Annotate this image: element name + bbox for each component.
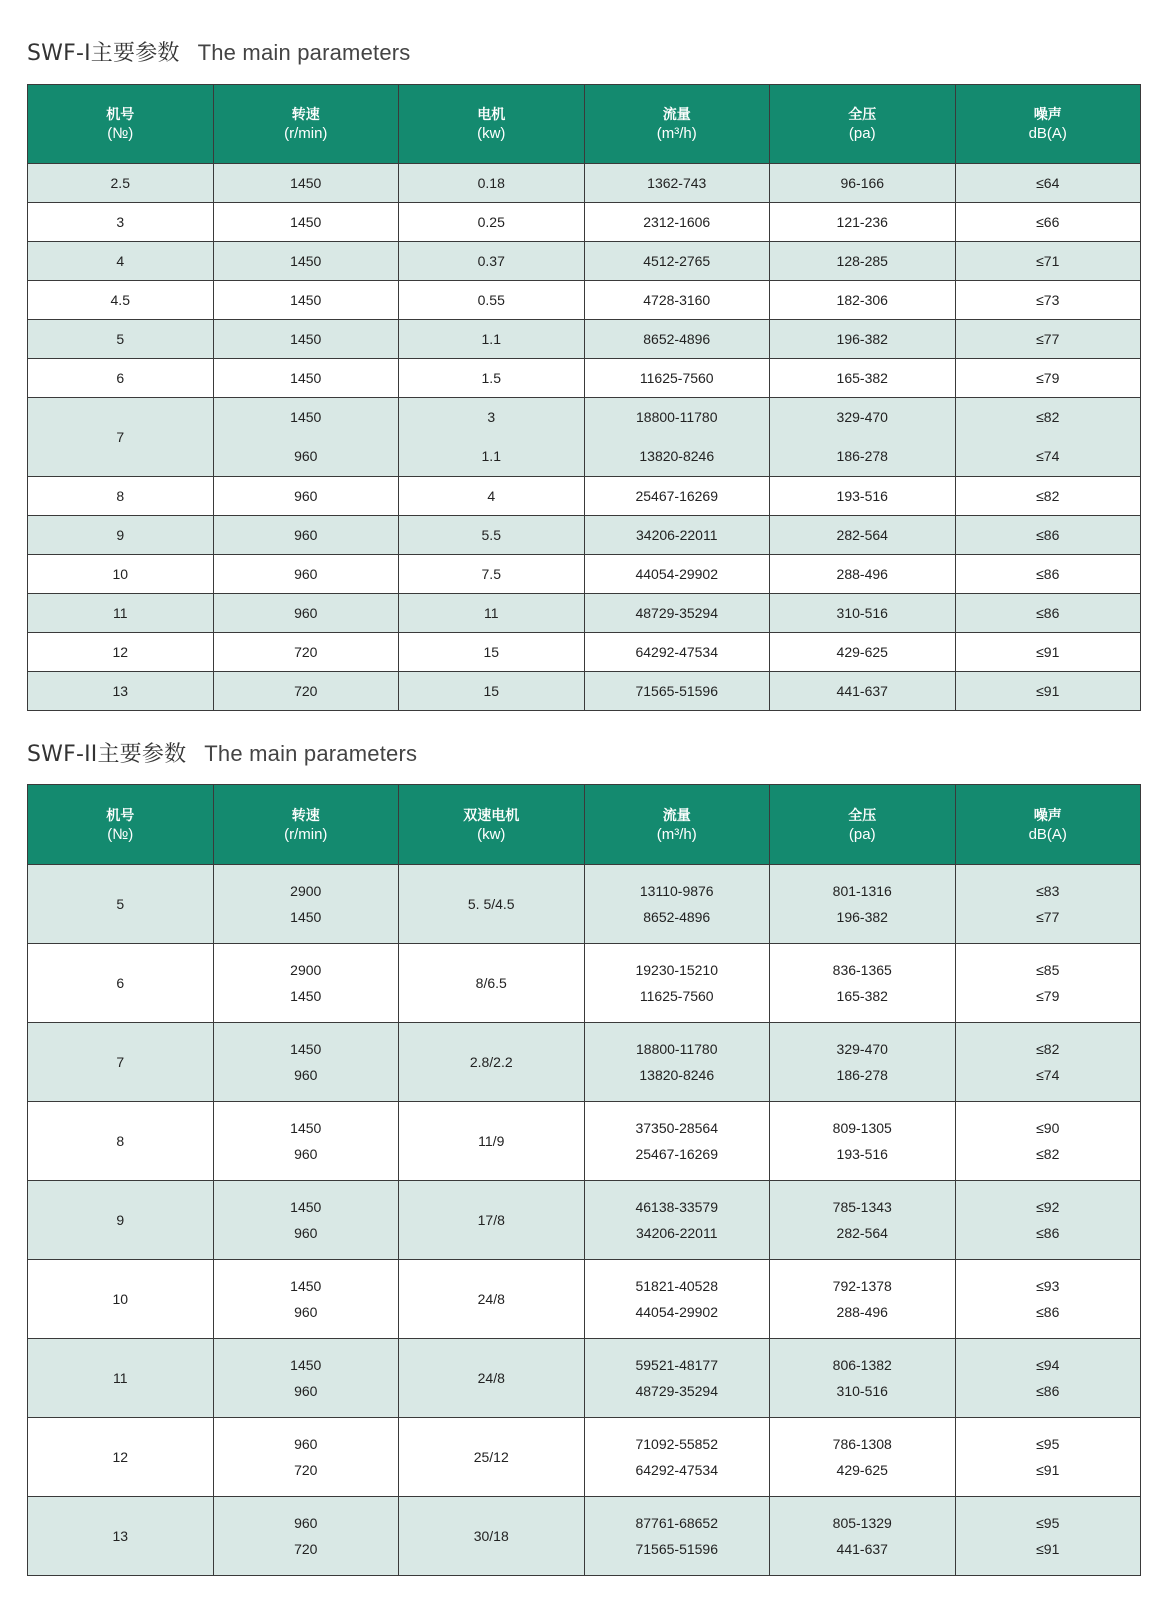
cell-no: 5 (28, 320, 214, 359)
swf2-section-title (27, 737, 417, 768)
cell-motor: 30/18 (399, 1497, 585, 1576)
cell-noise: ≤71 (955, 242, 1141, 281)
cell-pressure: 809-1305 193-516 (770, 1102, 956, 1181)
cell-speed: 960 (213, 516, 399, 555)
cell-motor: 24/8 (399, 1339, 585, 1418)
cell-flow: 71565-51596 (584, 672, 770, 711)
cell-noise: ≤91 (955, 633, 1141, 672)
cell-speed: 1450 (213, 359, 399, 398)
table-row (28, 1418, 1141, 1497)
cell-noise: ≤73 (955, 281, 1141, 320)
cell-no: 6 (28, 359, 214, 398)
cell-pressure: 785-1343 282-564 (770, 1181, 956, 1260)
cell-motor: 25/12 (399, 1418, 585, 1497)
header-motor: 电机 (kw) (399, 85, 585, 164)
cell-pressure: 288-496 (770, 555, 956, 594)
cell-speed: 1450 960 (213, 1339, 399, 1418)
cell-motor: 17/8 (399, 1181, 585, 1260)
cell-no: 13 (28, 672, 214, 711)
cell-noise: ≤82 (955, 477, 1141, 516)
table-row (28, 1339, 1141, 1418)
swf1-parameters-table (27, 84, 1141, 711)
cell-no: 2.5 (28, 164, 214, 203)
cell-noise: ≤86 (955, 516, 1141, 555)
cell-speed: 720 (213, 633, 399, 672)
table-row (28, 242, 1141, 281)
table-row (28, 203, 1141, 242)
cell-motor: 7.5 (399, 555, 585, 594)
cell-pressure: 792-1378 288-496 (770, 1260, 956, 1339)
cell-flow: 25467-16269 (584, 477, 770, 516)
cell-speed: 1450 (213, 164, 399, 203)
swf2-parameters-table (27, 784, 1141, 1576)
cell-speed: 1450 (213, 281, 399, 320)
table-row (28, 555, 1141, 594)
cell-noise: ≤86 (955, 555, 1141, 594)
cell-flow: 19230-15210 11625-7560 (584, 944, 770, 1023)
table-row (28, 359, 1141, 398)
cell-no: 4.5 (28, 281, 214, 320)
cell-pressure: 282-564 (770, 516, 956, 555)
table-row (28, 398, 1141, 477)
cell-flow: 64292-47534 (584, 633, 770, 672)
cell-motor: 2.8/2.2 (399, 1023, 585, 1102)
cell-flow: 4728-3160 (584, 281, 770, 320)
cell-flow: 4512-2765 (584, 242, 770, 281)
cell-noise: ≤95 ≤91 (955, 1418, 1141, 1497)
header-speed: 转速 (r/min) (213, 785, 399, 865)
table-row (28, 1497, 1141, 1576)
cell-pressure: 429-625 (770, 633, 956, 672)
table-row (28, 164, 1141, 203)
cell-flow: 71092-55852 64292-47534 (584, 1418, 770, 1497)
cell-pressure: 329-470 186-278 (770, 398, 956, 477)
cell-noise: ≤91 (955, 672, 1141, 711)
cell-noise: ≤92 ≤86 (955, 1181, 1141, 1260)
table-row (28, 944, 1141, 1023)
cell-noise: ≤79 (955, 359, 1141, 398)
cell-flow: 87761-68652 71565-51596 (584, 1497, 770, 1576)
cell-pressure: 806-1382 310-516 (770, 1339, 956, 1418)
cell-speed: 1450 (213, 203, 399, 242)
cell-noise: ≤90 ≤82 (955, 1102, 1141, 1181)
cell-noise: ≤82 ≤74 (955, 1023, 1141, 1102)
cell-noise: ≤66 (955, 203, 1141, 242)
cell-no: 7 (28, 1023, 214, 1102)
cell-pressure: 836-1365 165-382 (770, 944, 956, 1023)
table-row (28, 281, 1141, 320)
cell-motor: 11/9 (399, 1102, 585, 1181)
cell-speed: 960 (213, 555, 399, 594)
cell-no: 7 (28, 398, 214, 477)
swf2-header-row (28, 785, 1141, 865)
cell-motor: 0.18 (399, 164, 585, 203)
cell-flow: 46138-33579 34206-22011 (584, 1181, 770, 1260)
cell-no: 12 (28, 1418, 214, 1497)
cell-motor: 0.55 (399, 281, 585, 320)
cell-noise: ≤77 (955, 320, 1141, 359)
header-pressure: 全压 (pa) (770, 785, 956, 865)
cell-motor: 1.5 (399, 359, 585, 398)
cell-speed: 1450 (213, 242, 399, 281)
swf1-header-row (28, 85, 1141, 164)
cell-speed: 1450 960 (213, 1023, 399, 1102)
cell-flow: 1362-743 (584, 164, 770, 203)
table-row (28, 594, 1141, 633)
swf2-title-en: The main parameters (204, 741, 418, 766)
cell-speed: 2900 1450 (213, 944, 399, 1023)
table-row (28, 477, 1141, 516)
cell-speed: 1450 960 (213, 1181, 399, 1260)
cell-motor: 15 (399, 672, 585, 711)
cell-speed: 2900 1450 (213, 865, 399, 944)
table-row (28, 1181, 1141, 1260)
cell-pressure: 165-382 (770, 359, 956, 398)
cell-no: 11 (28, 1339, 214, 1418)
cell-no: 12 (28, 633, 214, 672)
cell-pressure: 310-516 (770, 594, 956, 633)
cell-flow: 34206-22011 (584, 516, 770, 555)
cell-flow: 2312-1606 (584, 203, 770, 242)
cell-pressure: 193-516 (770, 477, 956, 516)
cell-flow: 18800-11780 13820-8246 (584, 398, 770, 477)
table-row (28, 320, 1141, 359)
cell-no: 4 (28, 242, 214, 281)
header-flow: 流量 (m³/h) (584, 85, 770, 164)
header-flow: 流量 (m³/h) (584, 785, 770, 865)
swf2-title-cn: SWF-II主要参数 (27, 742, 187, 767)
swf1-section-title (27, 36, 411, 67)
cell-motor: 0.37 (399, 242, 585, 281)
cell-motor: 0.25 (399, 203, 585, 242)
header-machine-no: 机号 (№) (28, 85, 214, 164)
cell-flow: 11625-7560 (584, 359, 770, 398)
cell-no: 9 (28, 516, 214, 555)
cell-flow: 8652-4896 (584, 320, 770, 359)
table-row (28, 1023, 1141, 1102)
cell-speed: 960 720 (213, 1418, 399, 1497)
cell-motor: 4 (399, 477, 585, 516)
header-pressure: 全压 (pa) (770, 85, 956, 164)
cell-flow: 48729-35294 (584, 594, 770, 633)
cell-pressure: 786-1308 429-625 (770, 1418, 956, 1497)
cell-noise: ≤82 ≤74 (955, 398, 1141, 477)
cell-motor: 5. 5/4.5 (399, 865, 585, 944)
cell-pressure: 196-382 (770, 320, 956, 359)
header-noise: 噪声 dB(A) (955, 785, 1141, 865)
cell-motor: 3 1.1 (399, 398, 585, 477)
cell-no: 9 (28, 1181, 214, 1260)
cell-motor: 8/6.5 (399, 944, 585, 1023)
cell-no: 13 (28, 1497, 214, 1576)
cell-pressure: 801-1316 196-382 (770, 865, 956, 944)
cell-motor: 11 (399, 594, 585, 633)
cell-flow: 59521-48177 48729-35294 (584, 1339, 770, 1418)
cell-noise: ≤85 ≤79 (955, 944, 1141, 1023)
cell-motor: 24/8 (399, 1260, 585, 1339)
table-row (28, 672, 1141, 711)
cell-noise: ≤64 (955, 164, 1141, 203)
cell-noise: ≤86 (955, 594, 1141, 633)
table-row (28, 1102, 1141, 1181)
cell-no: 10 (28, 555, 214, 594)
cell-pressure: 441-637 (770, 672, 956, 711)
header-speed: 转速 (r/min) (213, 85, 399, 164)
cell-pressure: 121-236 (770, 203, 956, 242)
cell-flow: 44054-29902 (584, 555, 770, 594)
cell-pressure: 182-306 (770, 281, 956, 320)
header-noise: 噪声 dB(A) (955, 85, 1141, 164)
cell-flow: 13110-9876 8652-4896 (584, 865, 770, 944)
cell-speed: 960 (213, 477, 399, 516)
cell-speed: 960 720 (213, 1497, 399, 1576)
cell-pressure: 805-1329 441-637 (770, 1497, 956, 1576)
cell-speed: 1450 (213, 320, 399, 359)
header-machine-no: 机号 (№) (28, 785, 214, 865)
cell-no: 10 (28, 1260, 214, 1339)
cell-motor: 15 (399, 633, 585, 672)
cell-no: 3 (28, 203, 214, 242)
cell-speed: 1450 960 (213, 398, 399, 477)
cell-flow: 51821-40528 44054-29902 (584, 1260, 770, 1339)
table-row (28, 633, 1141, 672)
swf1-title-cn: SWF-I主要参数 (27, 41, 180, 66)
cell-noise: ≤95 ≤91 (955, 1497, 1141, 1576)
cell-flow: 18800-11780 13820-8246 (584, 1023, 770, 1102)
cell-speed: 1450 960 (213, 1260, 399, 1339)
cell-speed: 1450 960 (213, 1102, 399, 1181)
cell-pressure: 128-285 (770, 242, 956, 281)
cell-noise: ≤93 ≤86 (955, 1260, 1141, 1339)
cell-no: 6 (28, 944, 214, 1023)
header-dual-speed-motor: 双速电机 (kw) (399, 785, 585, 865)
cell-pressure: 96-166 (770, 164, 956, 203)
cell-no: 8 (28, 1102, 214, 1181)
cell-pressure: 329-470 186-278 (770, 1023, 956, 1102)
cell-flow: 37350-28564 25467-16269 (584, 1102, 770, 1181)
cell-speed: 720 (213, 672, 399, 711)
cell-noise: ≤83 ≤77 (955, 865, 1141, 944)
swf1-title-en: The main parameters (197, 40, 411, 65)
cell-no: 11 (28, 594, 214, 633)
cell-speed: 960 (213, 594, 399, 633)
cell-no: 5 (28, 865, 214, 944)
table-row (28, 516, 1141, 555)
cell-motor: 1.1 (399, 320, 585, 359)
cell-no: 8 (28, 477, 214, 516)
table-row (28, 1260, 1141, 1339)
table-row (28, 865, 1141, 944)
cell-motor: 5.5 (399, 516, 585, 555)
cell-noise: ≤94 ≤86 (955, 1339, 1141, 1418)
